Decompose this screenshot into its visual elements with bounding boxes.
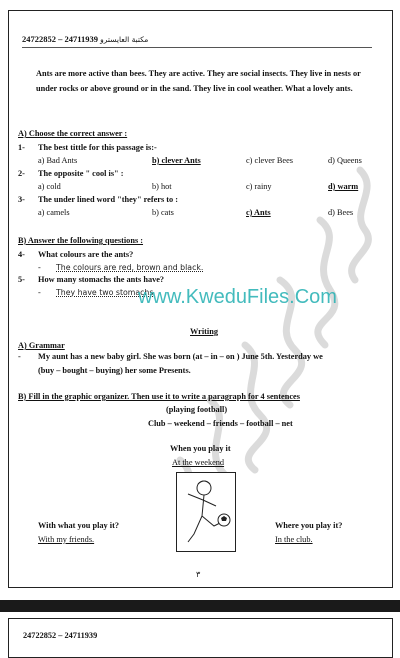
when-answer: At the weekend (172, 458, 225, 467)
what-label: With what you play it? (38, 521, 119, 530)
next-page-frame (8, 618, 393, 658)
writing-heading: Writing (190, 327, 218, 336)
q2-option-c: c) rainy (246, 182, 272, 191)
what-answer: With my friends. (38, 535, 95, 544)
q4-answer: The colours are red, brown and black. (56, 263, 204, 272)
header-phones: 24722852 – 24711939 (22, 34, 99, 44)
header-divider (22, 47, 372, 48)
question-3-number: 3- (18, 195, 25, 204)
website-watermark: www.KweduFiles.Com (138, 286, 337, 308)
q1-option-b-text: b) clever Ants (152, 156, 201, 165)
page-header (22, 34, 148, 44)
q3-option-a: a) camels (38, 208, 70, 217)
organizer-topic: (playing football) (166, 405, 228, 414)
football-player-image (176, 472, 236, 552)
question-1-text: The best tittle for this passage is:- (38, 143, 157, 152)
question-2-number: 2- (18, 169, 25, 178)
page-separator (0, 600, 400, 612)
grammar-line-2: (buy – bought – buying) her some Presents. (38, 366, 191, 375)
q4-dash: - (38, 263, 41, 272)
q5-answer: They have two stomachs (56, 288, 154, 297)
q2-option-a: a) cold (38, 182, 61, 191)
when-label: When you play it (170, 444, 231, 453)
section-b-title: B) Answer the following questions : (18, 236, 144, 245)
question-4-number: 4- (18, 250, 25, 259)
question-3-text: The under lined word "they" refers to : (38, 195, 179, 204)
reading-passage: Ants are more active than bees. They are active. They are social insects. They live in nests or under rocks or above ground or in the sand. They live in cool weather. What a lovely ants. (36, 69, 361, 93)
question-4-text: What colours are the ants? (38, 250, 134, 259)
grammar-title: A) Grammar (18, 341, 65, 350)
header-shop-name: مكتبة العايسترو (100, 35, 149, 44)
grammar-dash: - (18, 352, 21, 361)
q2-option-b: b) hot (152, 182, 172, 191)
question-2-text: The opposite " cool is" : (38, 169, 124, 178)
question-5-number: 5- (18, 275, 25, 284)
where-answer: In the club. (275, 535, 313, 544)
section-a-title: A) Choose the correct answer : (18, 129, 128, 138)
grammar-line-1: My aunt has a new baby girl. She was born (at – in – on ) June 5th. Yesterday we (38, 352, 323, 361)
q5-dash: - (38, 288, 41, 297)
organizer-title: B) Fill in the graphic organizer. Then use it to write a paragraph for 4 sentences (18, 392, 300, 401)
q3-option-b: b) cats (152, 208, 174, 217)
organizer-word-bank: Club – weekend – friends – football – net (148, 419, 293, 428)
q3-option-c-text: c) Ants (246, 208, 271, 217)
q1-option-d: d) Queens (328, 156, 362, 165)
page-number: ٣ (196, 570, 201, 579)
next-page-header: 24722852 – 24711939 (23, 631, 98, 640)
q1-option-a: a) Bad Ants (38, 156, 78, 165)
question-1-number: 1- (18, 143, 25, 152)
q3-option-d: d) Bees (328, 208, 354, 217)
q1-option-c: c) clever Bees (246, 156, 293, 165)
q2-option-d-text: d) warm (328, 182, 359, 191)
question-5-text: How many stomachs the ants have? (38, 275, 165, 284)
where-label: Where you play it? (275, 521, 343, 530)
